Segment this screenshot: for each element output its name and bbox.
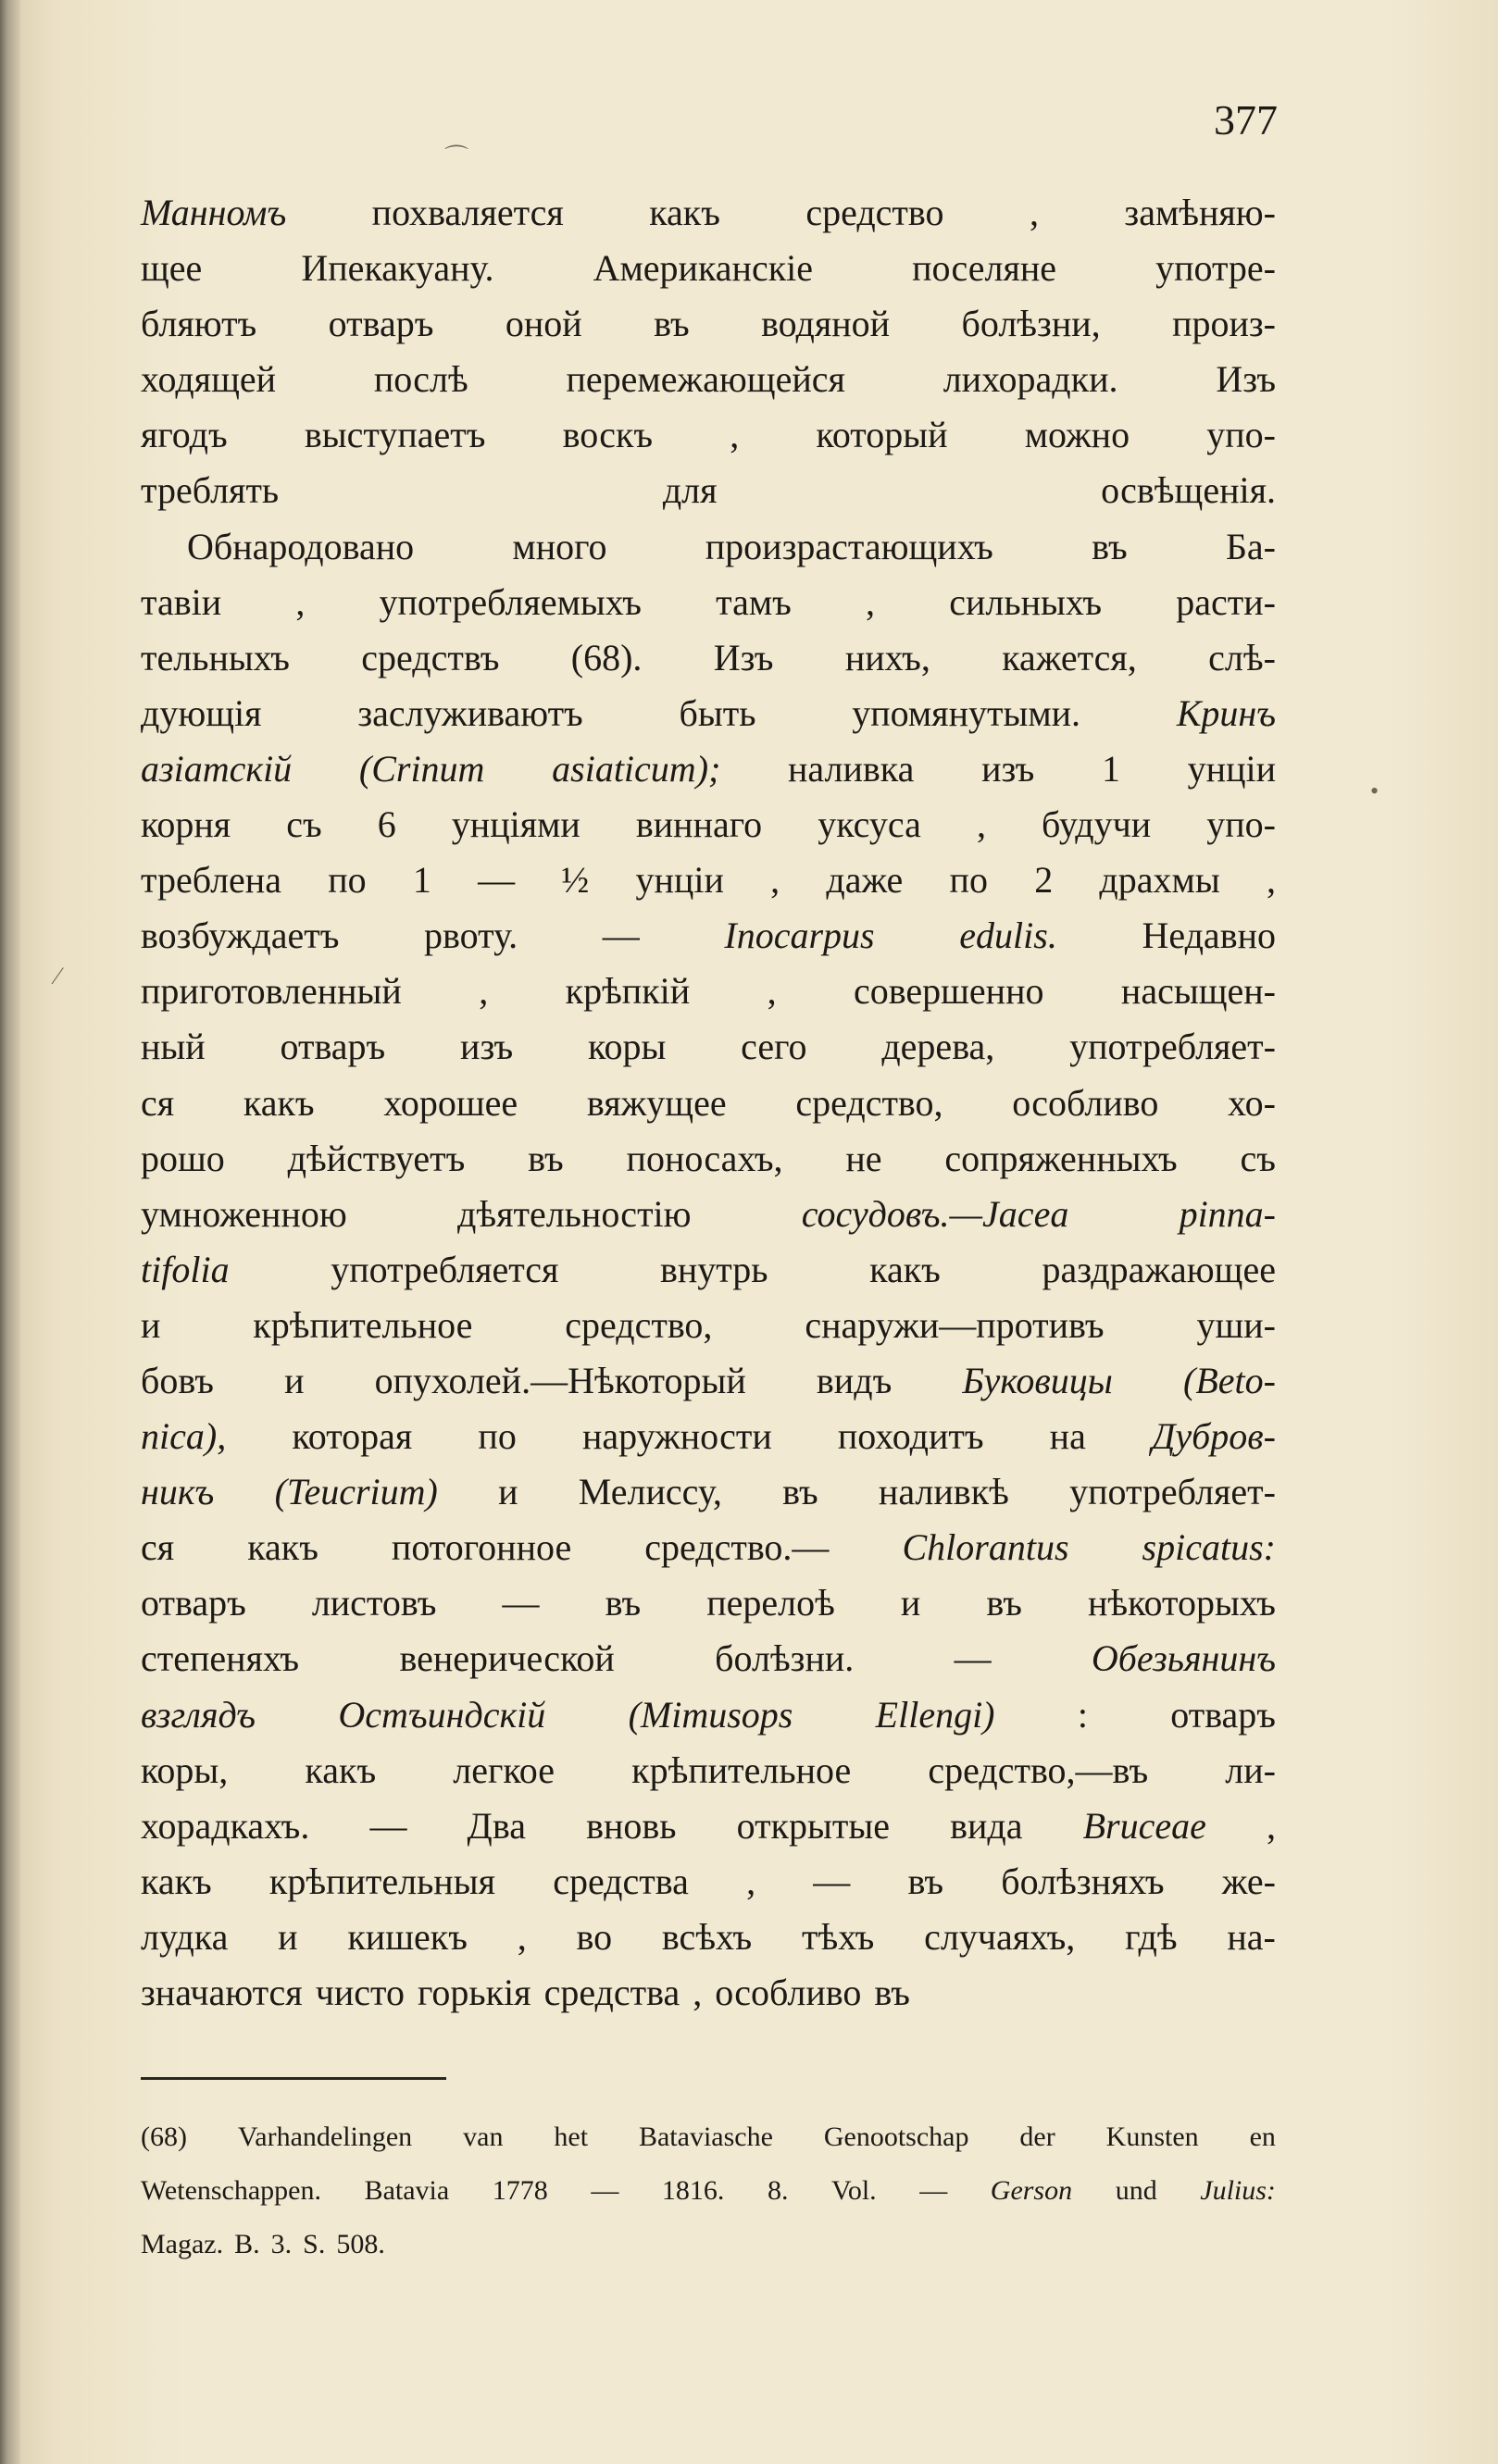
- footnotes: [141, 2110, 1276, 2271]
- text-line: [141, 1910, 1276, 1965]
- word: заслуживаютъ: [357, 691, 583, 734]
- word: Gerson: [990, 2175, 1073, 2206]
- text-line: [141, 519, 1276, 575]
- word: ,: [746, 1860, 756, 1902]
- word: Манномъ: [141, 192, 287, 233]
- word: ,: [693, 1972, 703, 2013]
- word: отваръ: [141, 1582, 246, 1624]
- word: 8.: [767, 2175, 789, 2206]
- word: 1816.: [661, 2175, 725, 2206]
- text-line: [141, 1575, 1276, 1631]
- word: бляютъ: [141, 303, 257, 345]
- word: Буковицы: [962, 1359, 1113, 1401]
- word: tifolia: [141, 1248, 230, 1290]
- text-line: [141, 1743, 1276, 1798]
- word: степеняхъ: [141, 1637, 300, 1680]
- word: треблять: [141, 469, 280, 512]
- word: ,: [976, 803, 986, 846]
- word: (68): [141, 2122, 187, 2152]
- word: средства: [543, 1972, 680, 2013]
- word: уши-: [1196, 1303, 1276, 1346]
- word: употребляется: [331, 1248, 559, 1290]
- word: употребляемыхъ: [379, 580, 642, 623]
- word: van: [463, 2122, 504, 2152]
- word: ,: [767, 970, 777, 1013]
- word: горькія: [417, 1972, 531, 2013]
- book-spine-shadow: [0, 0, 20, 2464]
- word: Обнародовано: [187, 525, 415, 567]
- word: съ: [286, 803, 322, 846]
- word: вновь: [586, 1804, 677, 1847]
- word: тамъ: [716, 580, 792, 623]
- word: похваляется: [371, 192, 564, 233]
- word: Batavia: [364, 2175, 450, 2206]
- word: —: [919, 2175, 948, 2206]
- word: сего: [741, 1026, 807, 1068]
- word: Обезьянинъ: [1091, 1637, 1276, 1680]
- word: Ипекакуану.: [301, 247, 494, 290]
- word: на: [1049, 1415, 1086, 1458]
- word: дующія: [141, 691, 262, 734]
- word: средство: [805, 192, 944, 233]
- text-line: [141, 1242, 1276, 1298]
- word: рвоту.: [424, 915, 518, 957]
- word: ,: [479, 970, 489, 1013]
- word: вида: [950, 1804, 1023, 1847]
- word: и: [284, 1359, 305, 1401]
- text-line: [141, 686, 1276, 741]
- word: S.: [303, 2229, 326, 2259]
- text-line: [141, 852, 1276, 908]
- word: который: [816, 414, 948, 456]
- word: открытые: [736, 1804, 890, 1847]
- word: употре-: [1155, 247, 1276, 290]
- word: ли-: [1225, 1748, 1276, 1791]
- word: Недавно: [1142, 915, 1276, 957]
- word: расти-: [1176, 580, 1276, 623]
- text-line: [141, 1019, 1276, 1075]
- word: какъ: [247, 1526, 318, 1569]
- word: для: [662, 469, 718, 512]
- word: 1: [412, 859, 431, 902]
- word: —: [369, 1804, 407, 1847]
- word: перемежающейся: [566, 358, 845, 401]
- word: будучи: [1041, 803, 1152, 846]
- word: особливо: [715, 1972, 862, 2013]
- word: венерической: [399, 1637, 615, 1680]
- word: 1778: [492, 2175, 548, 2206]
- word: бовъ: [141, 1359, 214, 1401]
- word: лихорадки.: [942, 358, 1118, 401]
- text-line: [141, 296, 1276, 352]
- word: не: [845, 1137, 882, 1179]
- word: походитъ: [837, 1415, 984, 1458]
- word: произ-: [1172, 303, 1276, 345]
- text-line: [141, 1520, 1276, 1575]
- word: никъ: [141, 1471, 215, 1513]
- word: ,: [1266, 859, 1276, 902]
- word: взглядъ: [141, 1693, 256, 1736]
- word: упомянутыми.: [852, 691, 1081, 734]
- word: возбуждаетъ: [141, 915, 340, 957]
- word: внутрь: [660, 1248, 768, 1290]
- text-line: [141, 575, 1276, 630]
- word: гдѣ: [1125, 1915, 1178, 1958]
- word: Дубров-: [1151, 1415, 1276, 1458]
- word: какъ: [869, 1248, 941, 1290]
- word: und: [1115, 2175, 1157, 2206]
- text-line: [141, 797, 1276, 852]
- word: 1: [1101, 747, 1120, 790]
- word: средства: [553, 1860, 689, 1902]
- word: наливка: [788, 747, 915, 790]
- word: Wetenschappen.: [141, 2175, 321, 2206]
- word: умноженною: [141, 1192, 347, 1235]
- word: der: [1019, 2122, 1055, 2152]
- word: воскъ: [562, 414, 654, 456]
- word: крѣпительныя: [268, 1860, 495, 1902]
- word: (Mimusops: [628, 1693, 793, 1736]
- word: Изъ: [1216, 358, 1276, 401]
- word: въ: [782, 1471, 818, 1513]
- text-line: [141, 1464, 1276, 1520]
- word: средство,: [565, 1303, 713, 1346]
- word: рошо: [141, 1137, 225, 1179]
- word: треблена: [141, 859, 281, 902]
- word: средство.—: [644, 1526, 830, 1569]
- word: и: [278, 1915, 298, 1958]
- word: средствъ: [361, 636, 500, 678]
- text-line: [141, 407, 1276, 463]
- footnote-line: [141, 2218, 1276, 2271]
- word: хорадкахъ.: [141, 1804, 310, 1847]
- word: отваръ: [328, 303, 434, 345]
- word: сопряженныхъ: [944, 1137, 1178, 1179]
- word: —: [478, 859, 516, 902]
- word: дѣйствуетъ: [287, 1137, 466, 1179]
- word: совершенно: [853, 970, 1044, 1013]
- text-line: [141, 185, 1276, 241]
- text-line: [141, 908, 1276, 964]
- word: уксуса: [818, 803, 921, 846]
- word: коры: [588, 1026, 667, 1068]
- word: унціями: [451, 803, 580, 846]
- word: въ: [654, 303, 690, 345]
- ink-tick-icon: ⁄: [56, 963, 60, 989]
- word: изъ: [981, 747, 1035, 790]
- word: какъ: [243, 1081, 315, 1124]
- word: крѣпкій: [565, 970, 691, 1013]
- word: (68).: [570, 636, 643, 678]
- text-line: [141, 1798, 1276, 1854]
- word: вяжущее: [586, 1081, 727, 1124]
- word: оной: [505, 303, 582, 345]
- word: послѣ: [373, 358, 468, 401]
- word: сильныхъ: [949, 580, 1103, 623]
- word: ходящей: [141, 358, 277, 401]
- word: Julius:: [1200, 2175, 1276, 2206]
- word: въ: [874, 1972, 910, 2013]
- word: коры,: [141, 1748, 229, 1791]
- word: случаяхъ,: [924, 1915, 1076, 1958]
- word: какъ: [305, 1748, 377, 1791]
- word: приготовленный: [141, 970, 402, 1013]
- word: наливкѣ: [878, 1471, 1009, 1513]
- word: Два: [467, 1804, 526, 1847]
- word: Американскіе: [593, 247, 813, 290]
- word: Ба-: [1225, 525, 1276, 567]
- word: азіатскій: [141, 747, 293, 790]
- text-line: [141, 463, 1276, 518]
- text-line: [141, 1131, 1276, 1187]
- word: ,: [295, 580, 306, 623]
- word: B.: [234, 2229, 260, 2259]
- word: хо-: [1228, 1081, 1276, 1124]
- word: насыщен-: [1120, 970, 1276, 1013]
- word: и: [141, 1303, 161, 1346]
- word: щее: [141, 247, 203, 290]
- word: которая: [292, 1415, 413, 1458]
- word: Chlorantus: [902, 1526, 1069, 1569]
- word: видъ: [816, 1359, 893, 1401]
- word: —: [602, 915, 640, 957]
- word: употребляет-: [1069, 1471, 1276, 1513]
- text-line: [141, 741, 1276, 797]
- ink-dot-icon: •: [1370, 778, 1379, 804]
- word: листовъ: [311, 1582, 437, 1624]
- word: spicatus:: [1142, 1526, 1276, 1569]
- word: въ: [528, 1137, 564, 1179]
- word: —: [502, 1582, 540, 1624]
- word: ,: [730, 414, 740, 456]
- word: виннаго: [635, 803, 763, 846]
- footnote-line: [141, 2110, 1276, 2164]
- word: поселяне: [912, 247, 1056, 290]
- word: водяной: [761, 303, 891, 345]
- word: отваръ: [280, 1026, 386, 1068]
- word: опухолей.—Нѣкоторый: [374, 1359, 746, 1401]
- word: тѣхъ: [802, 1915, 875, 1958]
- word: asiaticum);: [552, 747, 721, 790]
- footnote-separator: [141, 2077, 446, 2080]
- word: ,: [866, 580, 876, 623]
- word: изъ: [460, 1026, 514, 1068]
- word: корня: [141, 803, 231, 846]
- text-line: [141, 1687, 1276, 1743]
- word: много: [512, 525, 607, 567]
- word: легкое: [453, 1748, 556, 1791]
- word: на-: [1227, 1915, 1276, 1958]
- word: Остъиндскій: [338, 1693, 546, 1736]
- word: 2: [1034, 859, 1054, 902]
- word: нѣкоторыхъ: [1088, 1582, 1276, 1624]
- word: ягодъ: [141, 414, 228, 456]
- word: во: [576, 1915, 613, 1958]
- word: ся: [141, 1081, 175, 1124]
- word: быть: [679, 691, 756, 734]
- word: средство,: [795, 1081, 943, 1124]
- word: (Crinum: [358, 747, 485, 790]
- text-line: [141, 1353, 1276, 1409]
- text-line: [141, 630, 1276, 686]
- word: и: [498, 1471, 518, 1513]
- word: Inocarpus: [724, 915, 875, 957]
- word: ный: [141, 1026, 206, 1068]
- text-line: [141, 352, 1276, 407]
- word: дерева,: [881, 1026, 995, 1068]
- word: упо-: [1206, 803, 1276, 846]
- word: крѣпительное: [631, 1748, 852, 1791]
- word: хорошее: [383, 1081, 518, 1124]
- word: ,: [770, 859, 780, 902]
- word: по: [478, 1415, 517, 1458]
- word: ся: [141, 1526, 175, 1569]
- word: чисто: [315, 1972, 405, 2013]
- body-text: [141, 185, 1276, 2021]
- word: дѣятельностію: [457, 1192, 692, 1235]
- word: ,: [517, 1915, 527, 1958]
- word: —: [954, 1637, 992, 1680]
- word: даже: [826, 859, 904, 902]
- word: замѣняю-: [1124, 192, 1276, 233]
- text-line: [141, 1076, 1276, 1131]
- word: же-: [1221, 1860, 1276, 1902]
- word: по: [328, 859, 367, 902]
- word: средство,—въ: [928, 1748, 1149, 1791]
- word: Kunsten: [1105, 2122, 1199, 2152]
- word: Изъ: [713, 636, 774, 678]
- word: Кринъ: [1176, 691, 1276, 734]
- word: по: [949, 859, 988, 902]
- word: pinna-: [1179, 1192, 1276, 1235]
- word: Bruceae: [1082, 1804, 1206, 1847]
- footnote-line: [141, 2164, 1276, 2218]
- word: можно: [1024, 414, 1130, 456]
- word: нихъ,: [844, 636, 930, 678]
- word: :: [1077, 1693, 1088, 1736]
- text-line: [141, 1298, 1276, 1353]
- word: поносахъ,: [626, 1137, 783, 1179]
- word: унціи: [1187, 747, 1276, 790]
- word: тавіи: [141, 580, 222, 623]
- word: слѣ-: [1208, 636, 1276, 678]
- word: значаются: [141, 1972, 303, 2013]
- word: Magaz.: [141, 2229, 224, 2259]
- word: Ellengi): [875, 1693, 995, 1736]
- word: наружности: [581, 1415, 772, 1458]
- page-number: 377: [1214, 96, 1278, 143]
- word: ,: [1266, 1804, 1276, 1847]
- word: употребляет-: [1069, 1026, 1276, 1068]
- word: nica),: [141, 1415, 227, 1458]
- word: Varhandelingen: [237, 2122, 413, 2152]
- word: отваръ: [1170, 1693, 1276, 1736]
- word: болѣзни,: [961, 303, 1101, 345]
- word: ½: [561, 859, 590, 902]
- text-line: [141, 1965, 1276, 2021]
- word: освѣщенія.: [1101, 469, 1276, 512]
- word: (Beto-: [1183, 1359, 1276, 1401]
- word: 6: [377, 803, 396, 846]
- text-line: [141, 1631, 1276, 1686]
- word: крѣпительное: [253, 1303, 473, 1346]
- word: произрастающихъ: [705, 525, 993, 567]
- word: тельныхъ: [141, 636, 290, 678]
- word: въ: [907, 1860, 944, 1902]
- word: —: [591, 2175, 619, 2206]
- word: болѣзняхъ: [1001, 1860, 1165, 1902]
- word: 3.: [270, 2229, 293, 2259]
- word: потогонное: [391, 1526, 572, 1569]
- word: и: [900, 1582, 921, 1624]
- word: 508.: [336, 2229, 385, 2259]
- word: —: [813, 1860, 851, 1902]
- word: всѣхъ: [661, 1915, 753, 1958]
- word: въ: [605, 1582, 642, 1624]
- word: упо-: [1206, 414, 1276, 456]
- word: въ: [986, 1582, 1022, 1624]
- ink-mark-icon: ⌒: [444, 144, 469, 171]
- word: en: [1249, 2122, 1276, 2152]
- word: въ: [1092, 525, 1128, 567]
- word: Vol.: [831, 2175, 877, 2206]
- text-line: [141, 1854, 1276, 1910]
- word: Bataviasche: [638, 2122, 773, 2152]
- word: какъ: [649, 192, 720, 233]
- word: выступаетъ: [304, 414, 486, 456]
- word: сосудовъ.—Jacea: [801, 1192, 1069, 1235]
- word: перелоѣ: [706, 1582, 835, 1624]
- word: драхмы: [1099, 859, 1220, 902]
- word: Genootschap: [823, 2122, 969, 2152]
- word: болѣзни.: [715, 1637, 855, 1680]
- text-line: [141, 241, 1276, 296]
- text-line: [141, 964, 1276, 1019]
- word: edulis.: [959, 915, 1057, 957]
- word: снаружи—противъ: [805, 1303, 1105, 1346]
- word: (Teucrium): [274, 1471, 438, 1513]
- word: het: [554, 2122, 589, 2152]
- word: кажется,: [1002, 636, 1137, 678]
- word: какъ: [141, 1860, 212, 1902]
- text-line: [141, 1409, 1276, 1464]
- word: ,: [1029, 192, 1039, 233]
- word: особливо: [1012, 1081, 1159, 1124]
- word: Мелиссу,: [578, 1471, 722, 1513]
- text-line: [141, 1187, 1276, 1242]
- word: раздражающее: [1042, 1248, 1276, 1290]
- word: унціи: [635, 859, 724, 902]
- word: кишекъ: [347, 1915, 468, 1958]
- word: лудка: [141, 1915, 229, 1958]
- word: съ: [1240, 1137, 1276, 1179]
